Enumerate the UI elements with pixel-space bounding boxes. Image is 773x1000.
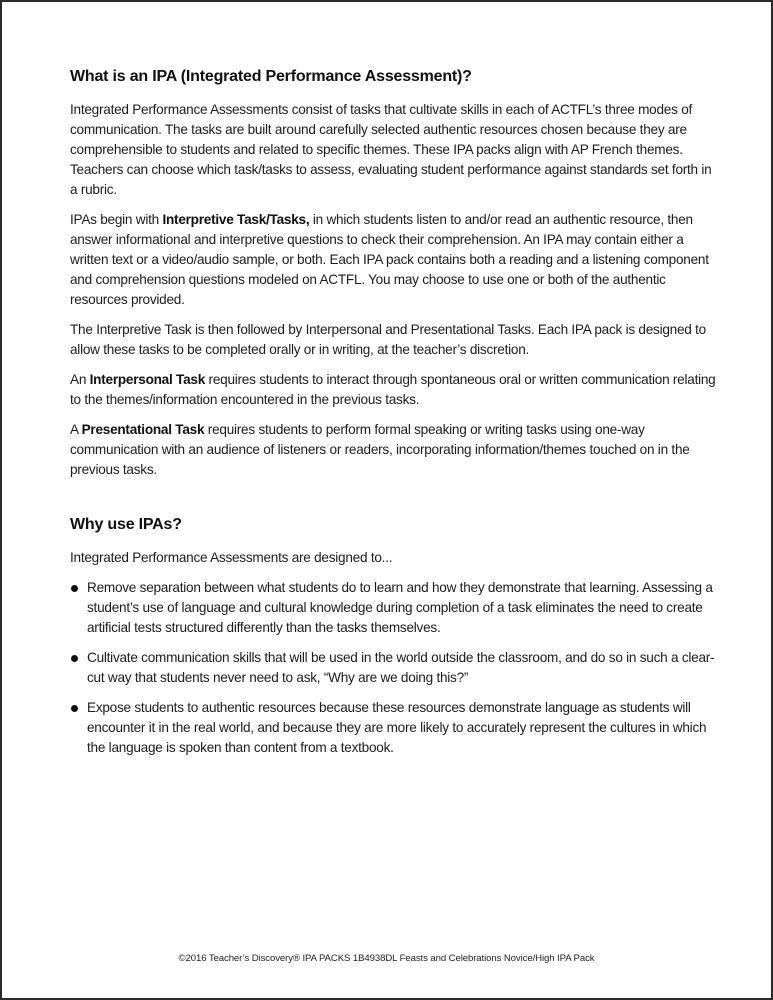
page-content [70, 66, 720, 768]
paragraph-intro: Integrated Performance Assessments are designed to... [70, 550, 393, 565]
paragraph-presentational-task [70, 420, 720, 480]
text: requires students to perform formal speaking or writing tasks using one-way communication with an audience of listeners or readers, incorporating information/themes touched on in the previous tasks. [70, 422, 690, 477]
text: A [70, 422, 82, 437]
bullet-icon [71, 705, 78, 712]
benefits-list [70, 578, 720, 758]
heading-why-use-ipas: Why use IPAs? [70, 516, 182, 533]
text: requires students to interact through spontaneous oral or written communication relating to the themes/information encountered in the previous tasks. [70, 372, 716, 407]
text: in which students listen to and/or read an authentic resource, then answer informational and interpretive questions to check their comprehension. An IPA may contain either a written text or a video/audio sample, or both. Each IPA pack contains both a reading and a listening component and comprehension questions modeled on ACTFL. You may choose to use one or both of the authentic resources provided. [70, 212, 709, 307]
list-item [70, 578, 720, 638]
list-item [70, 648, 720, 688]
paragraph-interpretive-task [70, 210, 720, 310]
term-presentational-task: Presentational Task [81, 422, 205, 437]
paragraph-ipa-definition: Integrated Performance Assessments consist of tasks that cultivate skills in each of ACTFL’s three modes of communication. The tasks are built around carefully selected authentic resources chosen because they are comprehensible to students and related to specific themes. These IPA packs align with AP French themes. Teachers can choose which task/tasks to assess, evaluating student performance against standards set forth in a rubric. [70, 102, 712, 197]
text: IPAs begin with [70, 212, 163, 227]
paragraph-followed-by: The Interpretive Task is then followed by Interpersonal and Presentational Tasks. Each IPA pack is designed to allow these tasks to be completed orally or in writing, at the teacher’s discretion. [70, 322, 706, 357]
paragraph-interpersonal-task [70, 370, 720, 410]
list-item-text: Remove separation between what students do to learn and how they demonstrate that learning. Assessing a student’s use of language and cultural knowledge during completion of a task eliminates the need to create artificial tests structured differently than the tasks themselves. [87, 580, 713, 635]
term-interpretive-task: Interpretive Task/Tasks, [162, 212, 310, 227]
section-why-use-ipas [70, 514, 720, 758]
bullet-icon [71, 585, 78, 592]
page-footer: ©2016 Teacher’s Discovery® IPA PACKS 1B4938DL Feasts and Celebrations Novice/High IPA Pack [178, 953, 595, 964]
term-interpersonal-task: Interpersonal Task [89, 372, 206, 387]
text: An [70, 372, 90, 387]
heading-what-is-ipa: What is an IPA (Integrated Performance Assessment)? [70, 68, 472, 85]
list-item-text: Cultivate communication skills that will be used in the world outside the classroom, and do so in such a clear-cut way that students never need to ask, “Why are we doing this?” [87, 650, 715, 685]
list-item [70, 698, 720, 758]
bullet-icon [71, 655, 78, 662]
section-what-is-ipa [70, 66, 720, 480]
list-item-text: Expose students to authentic resources because these resources demonstrate language as students will encounter it in the real world, and because they are more likely to accurately represent the cultures in which the language is spoken than content from a textbook. [87, 700, 707, 755]
